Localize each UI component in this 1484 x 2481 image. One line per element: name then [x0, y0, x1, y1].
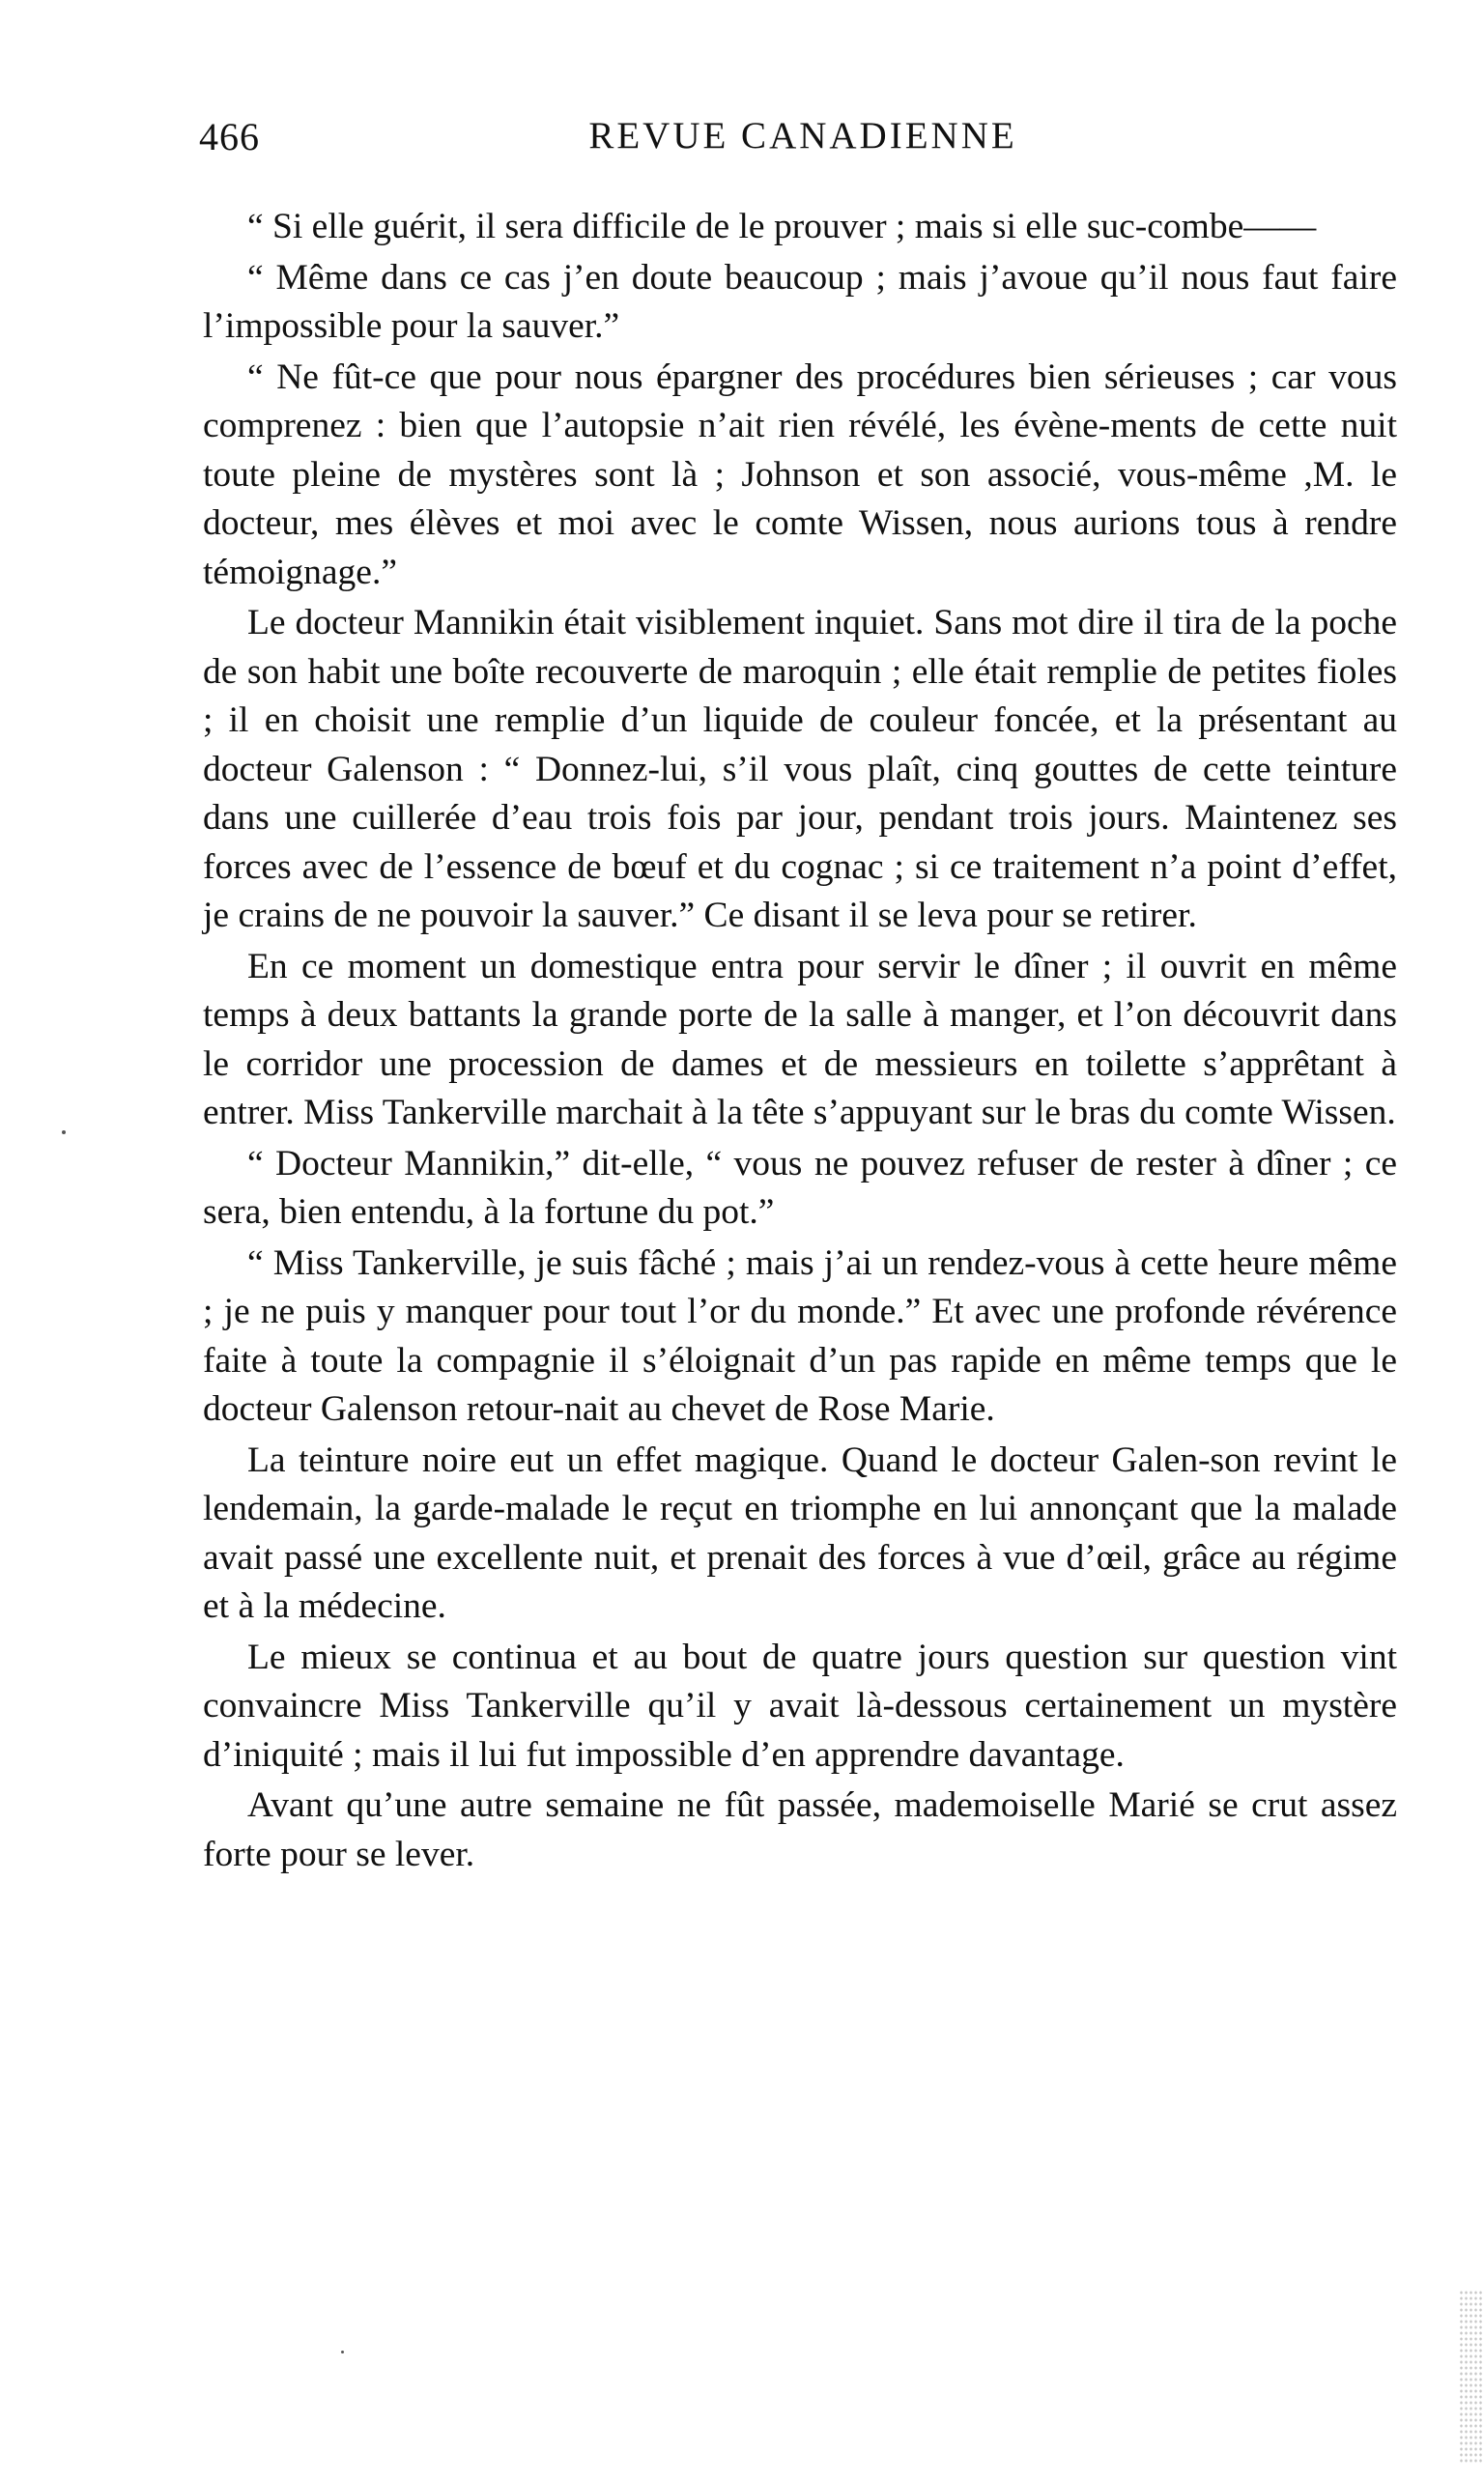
paragraph: “ Ne fût-ce que pour nous épargner des procédures bien sérieuses ; car vous comprenez : bien que l’autopsie n’ait rien révélé, les évène-ments de cette nuit toute pleine de mystères sont là ; Johnson et son associé, vous-même ,M. le docteur, mes élèves et moi avec le comte Wissen, nous aurions tous à rendre témoignage.” — [203, 356, 1397, 592]
paragraph: Le mieux se continua et au bout de quatre jours question sur question vint convaincre Miss Tankerville qu’il y avait là-dessous certainement un mystère d’iniquité ; mais il lui fut impossible d’en apprendre davantage. — [203, 1637, 1397, 1775]
paragraph: Avant qu’une autre semaine ne fût passée, mademoiselle Marié se crut assez forte pour se lever. — [203, 1785, 1397, 1874]
scan-speck — [341, 2351, 344, 2353]
paragraph: “ Docteur Mannikin,” dit-elle, “ vous ne pouvez refuser de rester à dîner ; ce sera, bien entendu, à la fortune du pot.” — [203, 1143, 1397, 1232]
paragraph: “ Si elle guérit, il sera difficile de le prouver ; mais si elle suc-combe—— — [247, 207, 1317, 246]
scan-speck — [62, 1130, 66, 1134]
paragraph: “ Miss Tankerville, je suis fâché ; mais j’ai un rendez-vous à cette heure même ; je ne puis y manquer pour tout l’or du monde.” Et avec une profonde révérence faite à toute la compagnie il s’éloignait d’un pas rapide en même temps que le docteur Galenson retour-nait au chevet de Rose Marie. — [203, 1242, 1397, 1429]
page-number: 466 — [199, 115, 260, 158]
paragraph: Le docteur Mannikin était visiblement inquiet. Sans mot dire il tira de la poche de son habit une boîte recouverte de maroquin ; elle était remplie de petites fioles ; il en choisit une remplie d’un liquide de couleur foncée, et la présentant au docteur Galenson : “ Donnez-lui, s’il vous plaît, cinq gouttes de cette teinture dans une cuillerée d’eau trois fois par jour, pendant trois jours. Maintenez ses forces avec de l’essence de bœuf et du cognac ; si ce traitement n’a point d’effet, je crains de ne pouvoir la sauver.” Ce disant il se leva pour se retirer. — [203, 603, 1397, 935]
paragraph: “ Même dans ce cas j’en doute beaucoup ; mais j’avoue qu’il nous faut faire l’impossible pour la sauver.” — [203, 257, 1397, 346]
body-text — [203, 203, 1397, 1881]
paragraph: En ce moment un domestique entra pour servir le dîner ; il ouvrit en même temps à deux battants la grande porte de la salle à manger, et l’on découvrit dans le corridor une procession de dames et de messieurs en toilette s’apprêtant à entrer. Miss Tankerville marchait à la tête s’appuyant sur le bras du comte Wissen. — [203, 946, 1397, 1132]
page-header — [199, 114, 1407, 172]
running-title: REVUE CANADIENNE — [588, 115, 1017, 157]
paragraph: La teinture noire eut un effet magique. Quand le docteur Galen-son revint le lendemain, la garde-malade le reçut en triomphe en lui annonçant que la malade avait passé une excellente nuit, et prenait des forces à vue d’œil, grâce au régime et à la médecine. — [203, 1440, 1397, 1626]
scan-edge-noise — [1459, 2290, 1484, 2464]
